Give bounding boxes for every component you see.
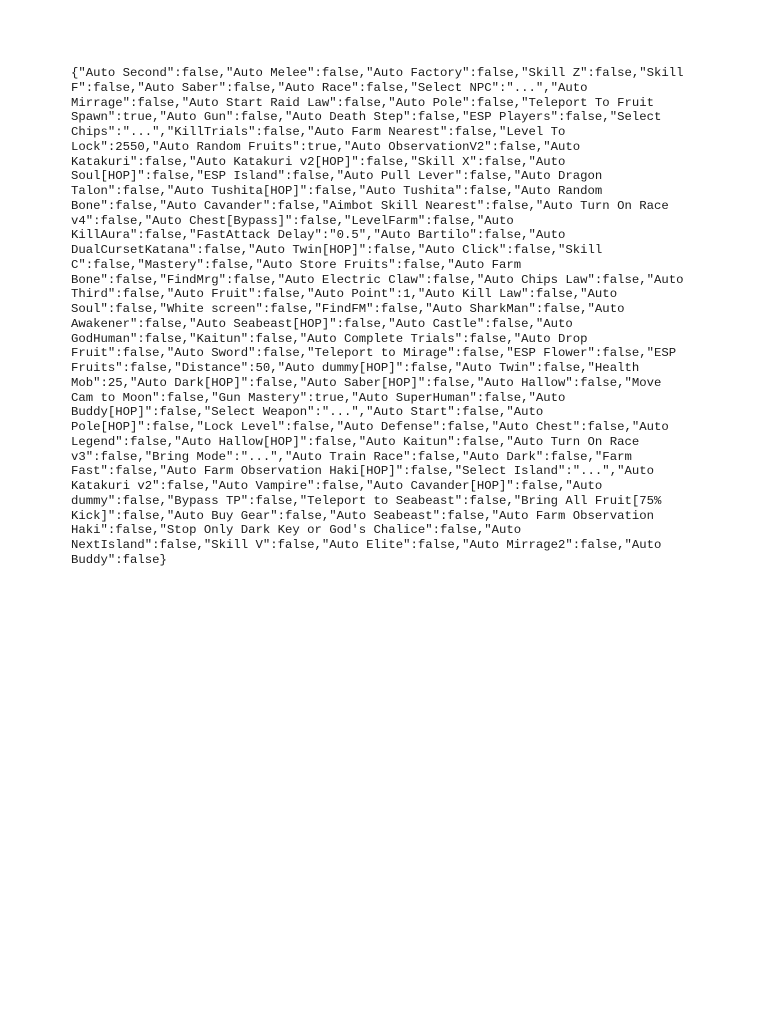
raw-json-text: {"Auto Second":false,"Auto Melee":false,"Auto Factory":false,"Skill Z":false,"Skill F":false,"Auto Saber":false,"Auto Race":false,"Select NPC":"...","Auto Mirrage":false,"Auto Start Raid Law":false,"Auto Pole":false,"Teleport To Fruit Spawn":true,"Auto Gun":false,"Auto Death Step":false,"ESP Players":false,"Select Chips":"...","KillTrials":false,"Auto Farm Nearest":false,"Level To Lock":2550,"Auto Random Fruits":true,"Auto ObservationV2":false,"Auto Katakuri":false,"Auto Katakuri v2[HOP]":false,"Skill X":false,"Auto Soul[HOP]":false,"ESP Island":false,"Auto Pull Lever":false,"Auto Dragon Talon":false,"Auto Tushita[HOP]":false,"Auto Tushita":false,"Auto Random Bone":false,"Auto Cavander":false,"Aimbot Skill Nearest":false,"Auto Turn On Race v4":false,"Auto Chest[Bypass]":false,"LevelFarm":false,"Auto KillAura":false,"FastAttack Delay":"0.5","Auto Bartilo":false,"Auto DualCursetKatana":false,"Auto Twin[HOP]":false,"Auto Click":false,"Skill C":false,"Mastery":false,"Auto Store Fruits":false,"Auto Farm Bone":false,"FindMrg":false,"Auto Electric Claw":false,"Auto Chips Law":false,"Auto Third":false,"Auto Fruit":false,"Auto Point":1,"Auto Kill Law":false,"Auto Soul":false,"White screen":false,"FindFM":false,"Auto SharkMan":false,"Auto Awakener":false,"Auto Seabeast[HOP]":false,"Auto Castle":false,"Auto GodHuman":false,"Kaitun":false,"Auto Complete Trials":false,"Auto Drop Fruit":false,"Auto Sword":false,"Teleport to Mirage":false,"ESP Flower":false,"ESP Fruits":false,"Distance":50,"Auto dummy[HOP]":false,"Auto Twin":false,"Health Mob":25,"Auto Dark[HOP]":false,"Auto Saber[HOP]":false,"Auto Hallow":false,"Move Cam to Moon":false,"Gun Mastery":true,"Auto SuperHuman":false,"Auto Buddy[HOP]":false,"Select Weapon":"...","Auto Start":false,"Auto Pole[HOP]":false,"Lock Level":false,"Auto Defense":false,"Auto Chest":false,"Auto Legend":false,"Auto Hallow[HOP]":false,"Auto Kaitun":false,"Auto Turn On Race v3":false,"Bring Mode":"...","Auto Train Race":false,"Auto Dark":false,"Farm Fast":false,"Auto Farm Observation Haki[HOP]":false,"Select Island":"...","Auto Katakuri v2":false,"Auto Vampire":false,"Auto Cavander[HOP]":false,"Auto dummy":false,"Bypass TP":false,"Teleport to Seabeast":false,"Bring All Fruit[75% Kick]":false,"Auto Buy Gear":false,"Auto Seabeast":false,"Auto Farm Observation Haki":false,"Stop Only Dark Key or God's Chalice":false,"Auto NextIsland":false,"Skill V":false,"Auto Elite":false,"Auto Mirrage2":false,"Auto Buddy":false} (71, 66, 684, 567)
